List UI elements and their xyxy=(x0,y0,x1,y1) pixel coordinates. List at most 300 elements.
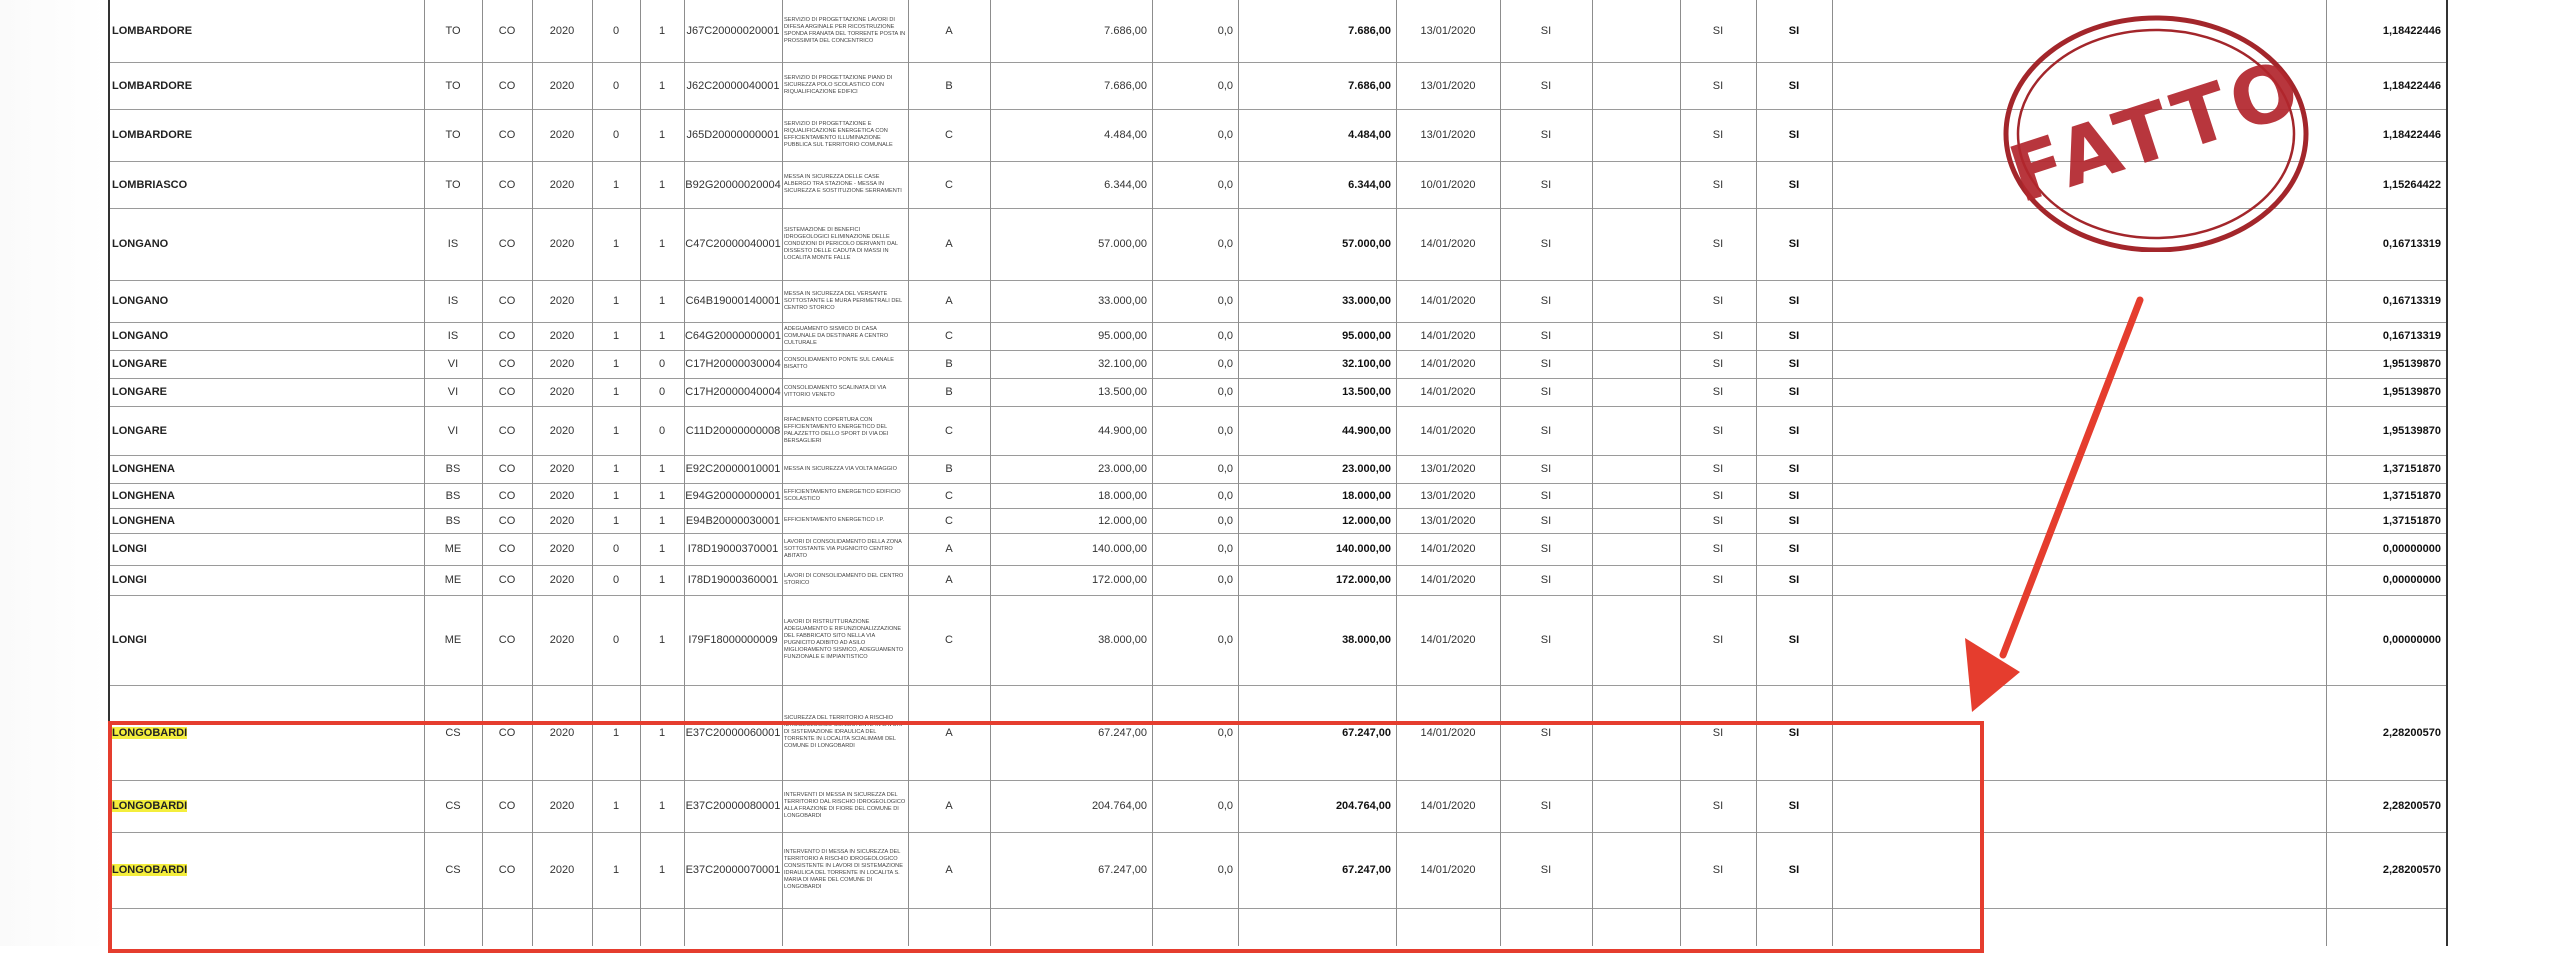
cell-t: CO xyxy=(498,25,516,37)
cell-data: 13/01/2020 xyxy=(1420,129,1476,141)
cell-anno: 2020 xyxy=(549,489,575,502)
cell-anno: 2020 xyxy=(549,295,575,307)
cell-tot: 7.686,00 xyxy=(1348,79,1391,92)
cell-s1: SI xyxy=(1540,463,1552,475)
table-row xyxy=(108,322,2448,351)
cell-tot: 172.000,00 xyxy=(1335,574,1391,586)
cell-s2: SI xyxy=(1712,489,1724,502)
cell-s2: SI xyxy=(1712,358,1724,370)
cell-anno: 2020 xyxy=(549,238,575,250)
cell-cup: J65D20000000001 xyxy=(686,129,780,141)
cell-blank1 xyxy=(1592,483,1680,508)
cell-b: 1 xyxy=(658,330,666,342)
cell-a: 1 xyxy=(612,800,620,812)
cell-zero: 0,0 xyxy=(1217,330,1233,342)
cell-tot: 23.000,00 xyxy=(1342,463,1391,475)
cell-s3: SI xyxy=(1788,864,1800,876)
cell-anno: 2020 xyxy=(549,800,575,812)
cell-data: 14/01/2020 xyxy=(1420,424,1476,437)
cell-descr: SICUREZZA DEL TERRITORIO A RISCHIO IDROGEOLOGICO CONSISTENTE IN LAVORI DI SISTEMAZIONE IDRAULICA DEL TORRENTE IN LOCALITA SCIALIMAMI DEL COMUNE DI LONGOBARDI xyxy=(784,715,903,749)
cell-t: CO xyxy=(498,634,516,646)
table-row xyxy=(108,350,2448,379)
cell-s3: SI xyxy=(1788,295,1800,307)
cell-s3: SI xyxy=(1788,514,1800,527)
cell-a: 1 xyxy=(612,463,620,475)
cell-tot: 140.000,00 xyxy=(1335,543,1391,555)
cell-s3: SI xyxy=(1788,25,1800,37)
cell-coef: 0,00000000 xyxy=(2382,634,2441,646)
cell-tot: 6.344,00 xyxy=(1348,178,1391,191)
cell-data: 13/01/2020 xyxy=(1420,25,1476,37)
cell-blank1 xyxy=(1592,109,1680,161)
cell-descr: CONSOLIDAMENTO SCALINATA DI VIA VITTORIO VENETO xyxy=(784,385,886,398)
cell-cl: A xyxy=(945,726,953,739)
cell-s1: SI xyxy=(1540,358,1552,370)
cell-comune: LOMBARDORE xyxy=(112,25,193,37)
cell-cup: I78D19000370001 xyxy=(687,543,779,555)
cell-blank1 xyxy=(1592,595,1680,685)
cell-s2: SI xyxy=(1712,386,1724,398)
cell-blank1 xyxy=(1592,455,1680,483)
cell-s1: SI xyxy=(1540,129,1552,141)
table-row xyxy=(108,455,2448,484)
fatto-stamp xyxy=(1998,8,2316,252)
cell-t: CO xyxy=(498,178,516,191)
cell-prov: CS xyxy=(445,726,461,739)
cell-comune: LONGARE xyxy=(112,386,167,398)
cell-s1: SI xyxy=(1540,295,1552,307)
cell-imp: 18.000,00 xyxy=(1098,489,1147,502)
cell-s3: SI xyxy=(1788,543,1800,555)
cell-s2: SI xyxy=(1712,79,1724,92)
cell-s1: SI xyxy=(1540,178,1552,191)
cell-a: 1 xyxy=(612,330,620,342)
cell-cl: B xyxy=(945,358,953,370)
cell-b: 0 xyxy=(658,424,666,437)
cell-a: 1 xyxy=(612,178,620,191)
cell-data: 14/01/2020 xyxy=(1420,358,1476,370)
highlighted-comune: LONGOBARDI xyxy=(112,864,188,876)
table-row xyxy=(108,595,2448,686)
cell-coef: 1,95139870 xyxy=(2382,358,2441,370)
cell-anno: 2020 xyxy=(549,178,575,191)
cell-zero: 0,0 xyxy=(1217,25,1233,37)
cell-comune: LONGI xyxy=(112,574,147,586)
cell-prov: VI xyxy=(447,424,459,437)
cell-zero: 0,0 xyxy=(1217,864,1233,876)
cell-anno: 2020 xyxy=(549,574,575,586)
cell-s3: SI xyxy=(1788,489,1800,502)
cell-zero: 0,0 xyxy=(1217,800,1233,812)
cell-a: 0 xyxy=(612,543,620,555)
cell-descr: SERVIZIO DI PROGETTAZIONE LAVORI DI DIFESA ARGINALE PER RICOSTRUZIONE SPONDA FRANATA DEL TORRENTE POSTA IN PROSSIMITA DEL CONCENTRICO xyxy=(784,17,906,44)
cell-a: 1 xyxy=(612,514,620,527)
cell-imp: 23.000,00 xyxy=(1098,463,1147,475)
cell-data: 14/01/2020 xyxy=(1420,864,1476,876)
cell-descr: ADEGUAMENTO SISMICO DI CASA COMUNALE DA DESTINARE A CENTRO CULTURALE xyxy=(784,325,889,346)
cell-s3: SI xyxy=(1788,386,1800,398)
cell-zero: 0,0 xyxy=(1217,79,1233,92)
cell-prov: VI xyxy=(447,386,459,398)
cell-anno: 2020 xyxy=(549,424,575,437)
cell-a: 1 xyxy=(612,295,620,307)
cell-b: 1 xyxy=(658,634,666,646)
cell-cl: C xyxy=(945,424,953,437)
cell-anno: 2020 xyxy=(549,129,575,141)
cell-data: 10/01/2020 xyxy=(1420,178,1476,191)
cell-blank1 xyxy=(1592,350,1680,378)
cell-coef: 0,16713319 xyxy=(2382,295,2441,307)
cell-data: 14/01/2020 xyxy=(1420,295,1476,307)
cell-prov: ME xyxy=(444,634,462,646)
cell-descr: INTERVENTO DI MESSA IN SICUREZZA DEL TERRITORIO A RISCHIO IDROGEOLOGICO CONSISTENTE IN LAVORI DI SISTEMAZIONE IDRAULICA DEL TORRENTE IN LOCALITA S. MARIA DI MARE DEL COMUNE DI LONGOBARDI xyxy=(784,849,903,890)
cell-tot: 67.247,00 xyxy=(1342,864,1391,876)
cell-cl: A xyxy=(945,800,953,812)
cell-comune: LONGHENA xyxy=(112,489,175,502)
cell-cup: E37C20000080001 xyxy=(685,800,781,812)
cell-comune: LONGARE xyxy=(112,424,167,437)
cell-anno: 2020 xyxy=(549,864,575,876)
cell-cl: C xyxy=(945,330,953,342)
cell-b: 1 xyxy=(658,238,666,250)
cell-data: 13/01/2020 xyxy=(1420,463,1476,475)
table-row xyxy=(108,406,2448,456)
cell-descr: MESSA IN SICUREZZA VIA VOLTA MAGGIO xyxy=(784,465,897,472)
cell-blank1 xyxy=(1592,280,1680,322)
cell-coef: 1,95139870 xyxy=(2382,424,2441,437)
cell-coef: 0,16713319 xyxy=(2382,238,2441,250)
cell-cup: E92C20000010001 xyxy=(685,463,781,475)
cell-descr: SERVIZIO DI PROGETTAZIONE E RIQUALIFICAZIONE ENERGETICA CON EFFICIENTAMENTO ILLUMINAZIONE PUBBLICA SUL TERRITORIO COMUNALE xyxy=(784,121,893,148)
cell-prov: IS xyxy=(447,238,459,250)
cell-cup: C11D20000000008 xyxy=(685,424,781,437)
cell-coef: 0,00000000 xyxy=(2382,574,2441,586)
cell-tot: 44.900,00 xyxy=(1342,424,1391,437)
cell-t: CO xyxy=(498,514,516,527)
cell-comune: LONGHENA xyxy=(112,514,175,527)
cell-a: 1 xyxy=(612,424,620,437)
cell-blank1 xyxy=(1592,161,1680,208)
highlighted-comune: LONGOBARDI xyxy=(112,726,188,739)
cell-a: 1 xyxy=(612,358,620,370)
cell-imp: 44.900,00 xyxy=(1098,424,1147,437)
cell-cl: B xyxy=(945,79,953,92)
cell-tot: 33.000,00 xyxy=(1342,295,1391,307)
cell-cup: E37C20000060001 xyxy=(685,726,781,739)
cell-cup: C64B19000140001 xyxy=(685,295,781,307)
cell-cup: J62C20000040001 xyxy=(686,79,780,92)
cell-s2: SI xyxy=(1712,514,1724,527)
cell-comune: LOMBRIASCO xyxy=(112,178,188,191)
cell-b: 1 xyxy=(658,463,666,475)
cell-descr: EFFICIENTAMENTO ENERGETICO EDIFICIO SCOLASTICO xyxy=(784,488,901,502)
cell-cl: C xyxy=(945,489,953,502)
cell-zero: 0,0 xyxy=(1217,129,1233,141)
cell-a: 1 xyxy=(612,238,620,250)
highlight-box xyxy=(108,721,1984,953)
cell-zero: 0,0 xyxy=(1217,463,1233,475)
cell-descr: MESSA IN SICUREZZA DELLE CASE ALBERGO TRA STAZIONE - MESSA IN SICUREZZA E SOSTITUZIONE SERRAMENTI xyxy=(784,174,902,194)
cell-blank1 xyxy=(1592,565,1680,595)
cell-descr: INTERVENTI DI MESSA IN SICUREZZA DEL TERRITORIO DAL RISCHIO IDROGEOLOGICO ALLA FRAZIONE DI FIORE DEL COMUNE DI LONGOBARDI xyxy=(784,792,906,819)
cell-s2: SI xyxy=(1712,463,1724,475)
cell-zero: 0,0 xyxy=(1217,574,1233,586)
cell-s2: SI xyxy=(1712,25,1724,37)
cell-a: 1 xyxy=(612,489,620,502)
cell-b: 1 xyxy=(658,726,666,739)
cell-imp: 172.000,00 xyxy=(1091,574,1147,586)
cell-s2: SI xyxy=(1712,424,1724,437)
cell-cl: A xyxy=(945,543,953,555)
cell-cl: A xyxy=(945,574,953,586)
cell-s1: SI xyxy=(1540,238,1552,250)
table-row xyxy=(108,565,2448,596)
cell-cl: C xyxy=(945,514,953,527)
cell-anno: 2020 xyxy=(549,386,575,398)
cell-descr: RIFACIMENTO COPERTURA CON EFFICIENTAMENTO ENERGETICO DEL PALAZZETTO DELLO SPORT DI VIA DEI BERSAGLIERI xyxy=(784,416,889,444)
cell-s3: SI xyxy=(1788,634,1800,646)
cell-prov: TO xyxy=(445,129,461,141)
cell-coef: 1,95139870 xyxy=(2382,386,2441,398)
cell-prov: IS xyxy=(447,295,459,307)
cell-t: CO xyxy=(498,129,516,141)
cell-b: 1 xyxy=(658,543,666,555)
cell-coef: 0,16713319 xyxy=(2382,330,2441,342)
cell-b: 0 xyxy=(658,358,666,370)
cell-tot: 67.247,00 xyxy=(1342,726,1391,739)
cell-data: 14/01/2020 xyxy=(1420,386,1476,398)
cell-prov: TO xyxy=(445,178,461,191)
cell-descr: SISTEMAZIONE DI BENEFICI IDROGEOLOGICI ELIMINAZIONE DELLE CONDIZIONI DI PERICOLO DERIVANTI DAL DISSESTO DELLE CADUTA DI MASSI IN LOCALITA MONTE FALLE xyxy=(784,226,898,261)
cell-prov: TO xyxy=(445,79,461,92)
cell-b: 1 xyxy=(658,79,666,92)
cell-tot: 57.000,00 xyxy=(1342,238,1391,250)
cell-blank1 xyxy=(1592,62,1680,109)
cell-zero: 0,0 xyxy=(1217,358,1233,370)
cell-prov: VI xyxy=(447,358,459,370)
cell-comune: LONGI xyxy=(112,543,147,555)
cell-cup: C17H20000040004 xyxy=(685,386,781,398)
cell-s3: SI xyxy=(1788,129,1800,141)
cell-anno: 2020 xyxy=(549,358,575,370)
cell-t: CO xyxy=(498,386,516,398)
cell-coef: 1,37151870 xyxy=(2382,463,2441,475)
cell-imp: 67.247,00 xyxy=(1098,726,1147,739)
cell-data: 13/01/2020 xyxy=(1420,489,1476,502)
cell-coef: 2,28200570 xyxy=(2382,864,2441,876)
table-row xyxy=(108,280,2448,323)
cell-data: 13/01/2020 xyxy=(1420,514,1476,527)
cell-t: CO xyxy=(498,79,516,92)
cell-blank1 xyxy=(1592,378,1680,406)
cell-zero: 0,0 xyxy=(1217,178,1233,191)
cell-s1: SI xyxy=(1540,424,1552,437)
cell-descr: MESSA IN SICUREZZA DEL VERSANTE SOTTOSTANTE LE MURA PERIMETRALI DEL CENTRO STORICO xyxy=(784,290,903,311)
cell-s3: SI xyxy=(1788,358,1800,370)
cell-a: 0 xyxy=(612,574,620,586)
cell-cl: C xyxy=(945,178,953,191)
cell-a: 0 xyxy=(612,79,620,92)
cell-a: 0 xyxy=(612,129,620,141)
cell-s1: SI xyxy=(1540,634,1552,646)
cell-imp: 38.000,00 xyxy=(1098,634,1147,646)
cell-comune: LONGANO xyxy=(112,238,169,250)
cell-s3: SI xyxy=(1788,463,1800,475)
cell-imp: 12.000,00 xyxy=(1098,514,1147,527)
cell-s2: SI xyxy=(1712,800,1724,812)
cell-anno: 2020 xyxy=(549,634,575,646)
cell-s2: SI xyxy=(1712,238,1724,250)
cell-b: 1 xyxy=(658,129,666,141)
cell-imp: 32.100,00 xyxy=(1098,358,1147,370)
column-divider xyxy=(2446,0,2448,946)
cell-comune: LONGI xyxy=(112,634,147,646)
cell-cup: I79F18000000009 xyxy=(688,634,778,646)
cell-s1: SI xyxy=(1540,543,1552,555)
cell-t: CO xyxy=(498,489,516,502)
cell-descr: LAVORI DI CONSOLIDAMENTO DELLA ZONA SOTTOSTANTE VIA PUGNICITO CENTRO ABITATO xyxy=(784,538,902,559)
cell-comune: LONGANO xyxy=(112,330,169,342)
cell-prov: BS xyxy=(445,489,461,502)
cell-s2: SI xyxy=(1712,178,1724,191)
cell-cup: E94B20000030001 xyxy=(685,514,781,527)
page-margin xyxy=(0,0,108,946)
cell-t: CO xyxy=(498,726,516,739)
cell-zero: 0,0 xyxy=(1217,726,1233,739)
cell-coef: 1,18422446 xyxy=(2382,129,2441,141)
cell-tot: 32.100,00 xyxy=(1342,358,1391,370)
cell-coef: 1,37151870 xyxy=(2382,489,2441,502)
cell-anno: 2020 xyxy=(549,25,575,37)
cell-s1: SI xyxy=(1540,514,1552,527)
cell-imp: 95.000,00 xyxy=(1098,330,1147,342)
stamp-label: FATTO xyxy=(1999,41,2316,222)
cell-imp: 13.500,00 xyxy=(1098,386,1147,398)
cell-s2: SI xyxy=(1712,129,1724,141)
cell-imp: 7.686,00 xyxy=(1104,79,1147,92)
cell-comune: LONGARE xyxy=(112,358,167,370)
cell-s3: SI xyxy=(1788,800,1800,812)
cell-imp: 33.000,00 xyxy=(1098,295,1147,307)
cell-comune: LONGANO xyxy=(112,295,169,307)
cell-blank1 xyxy=(1592,533,1680,565)
cell-s1: SI xyxy=(1540,800,1552,812)
cell-data: 14/01/2020 xyxy=(1420,238,1476,250)
cell-cup: B92G20000020004 xyxy=(685,178,781,191)
cell-prov: TO xyxy=(445,25,461,37)
cell-coef: 0,00000000 xyxy=(2382,543,2441,555)
cell-t: CO xyxy=(498,800,516,812)
cell-zero: 0,0 xyxy=(1217,295,1233,307)
cell-tot: 13.500,00 xyxy=(1342,386,1391,398)
cell-cup: E37C20000070001 xyxy=(685,864,781,876)
cell-t: CO xyxy=(498,330,516,342)
cell-tot: 204.764,00 xyxy=(1335,800,1391,812)
cell-s2: SI xyxy=(1712,574,1724,586)
table-row xyxy=(108,483,2448,509)
cell-s3: SI xyxy=(1788,726,1800,739)
cell-imp: 4.484,00 xyxy=(1104,129,1147,141)
cell-anno: 2020 xyxy=(549,726,575,739)
cell-b: 0 xyxy=(658,386,666,398)
cell-blank1 xyxy=(1592,508,1680,533)
column-divider xyxy=(2326,0,2327,946)
cell-b: 1 xyxy=(658,489,666,502)
cell-descr: CONSOLIDAMENTO PONTE SUL CANALE BISATTO xyxy=(784,357,895,370)
table-row xyxy=(108,508,2448,534)
table-row xyxy=(108,378,2448,407)
cell-t: CO xyxy=(498,463,516,475)
cell-zero: 0,0 xyxy=(1217,634,1233,646)
cell-s1: SI xyxy=(1540,864,1552,876)
cell-a: 0 xyxy=(612,25,620,37)
cell-prov: IS xyxy=(447,330,459,342)
cell-comune: LOMBARDORE xyxy=(112,79,193,92)
cell-blank1 xyxy=(1592,208,1680,280)
cell-t: CO xyxy=(498,543,516,555)
cell-cup: C47C20000040001 xyxy=(685,238,781,250)
cell-prov: CS xyxy=(445,864,461,876)
cell-blank1 xyxy=(1592,0,1680,62)
cell-anno: 2020 xyxy=(549,79,575,92)
cell-cup: E94G20000000001 xyxy=(685,489,781,502)
cell-anno: 2020 xyxy=(549,330,575,342)
cell-imp: 140.000,00 xyxy=(1091,543,1147,555)
cell-s2: SI xyxy=(1712,864,1724,876)
cell-s1: SI xyxy=(1540,330,1552,342)
cell-blank1 xyxy=(1592,406,1680,455)
cell-coef: 1,18422446 xyxy=(2382,25,2441,37)
cell-s2: SI xyxy=(1712,295,1724,307)
cell-t: CO xyxy=(498,574,516,586)
cell-data: 14/01/2020 xyxy=(1420,800,1476,812)
cell-b: 1 xyxy=(658,514,666,527)
cell-t: CO xyxy=(498,424,516,437)
cell-cl: B xyxy=(945,386,953,398)
cell-b: 1 xyxy=(658,800,666,812)
cell-zero: 0,0 xyxy=(1217,238,1233,250)
cell-imp: 67.247,00 xyxy=(1098,864,1147,876)
cell-s2: SI xyxy=(1712,543,1724,555)
cell-cl: B xyxy=(945,463,953,475)
cell-s3: SI xyxy=(1788,178,1800,191)
table-row xyxy=(108,533,2448,566)
cell-b: 1 xyxy=(658,178,666,191)
cell-comune: LONGHENA xyxy=(112,463,175,475)
cell-s1: SI xyxy=(1540,386,1552,398)
cell-a: 0 xyxy=(612,634,620,646)
cell-cl: A xyxy=(945,864,953,876)
cell-cl: C xyxy=(945,634,953,646)
cell-s1: SI xyxy=(1540,79,1552,92)
cell-tot: 38.000,00 xyxy=(1342,634,1391,646)
cell-data: 14/01/2020 xyxy=(1420,543,1476,555)
cell-data: 14/01/2020 xyxy=(1420,726,1476,739)
cell-cl: C xyxy=(945,129,953,141)
cell-b: 1 xyxy=(658,25,666,37)
cell-s1: SI xyxy=(1540,25,1552,37)
cell-coef: 1,15264422 xyxy=(2382,178,2441,191)
cell-descr: LAVORI DI RISTRUTTURAZIONE ADEGUAMENTO E RIFUNZIONALIZZAZIONE DEL FABBRICATO SITO NELLA VIA PUGNICITO ADIBITO AD ASILO MIGLIORAMENTO SISMICO, ADEGUAMENTO FUNZIONALE E IMPIANTISTICO xyxy=(784,619,904,660)
cell-s1: SI xyxy=(1540,574,1552,586)
cell-cl: A xyxy=(945,25,953,37)
cell-coef: 2,28200570 xyxy=(2382,726,2441,739)
cell-data: 13/01/2020 xyxy=(1420,79,1476,92)
cell-anno: 2020 xyxy=(549,543,575,555)
cell-s3: SI xyxy=(1788,424,1800,437)
cell-b: 1 xyxy=(658,574,666,586)
cell-imp: 204.764,00 xyxy=(1091,800,1147,812)
